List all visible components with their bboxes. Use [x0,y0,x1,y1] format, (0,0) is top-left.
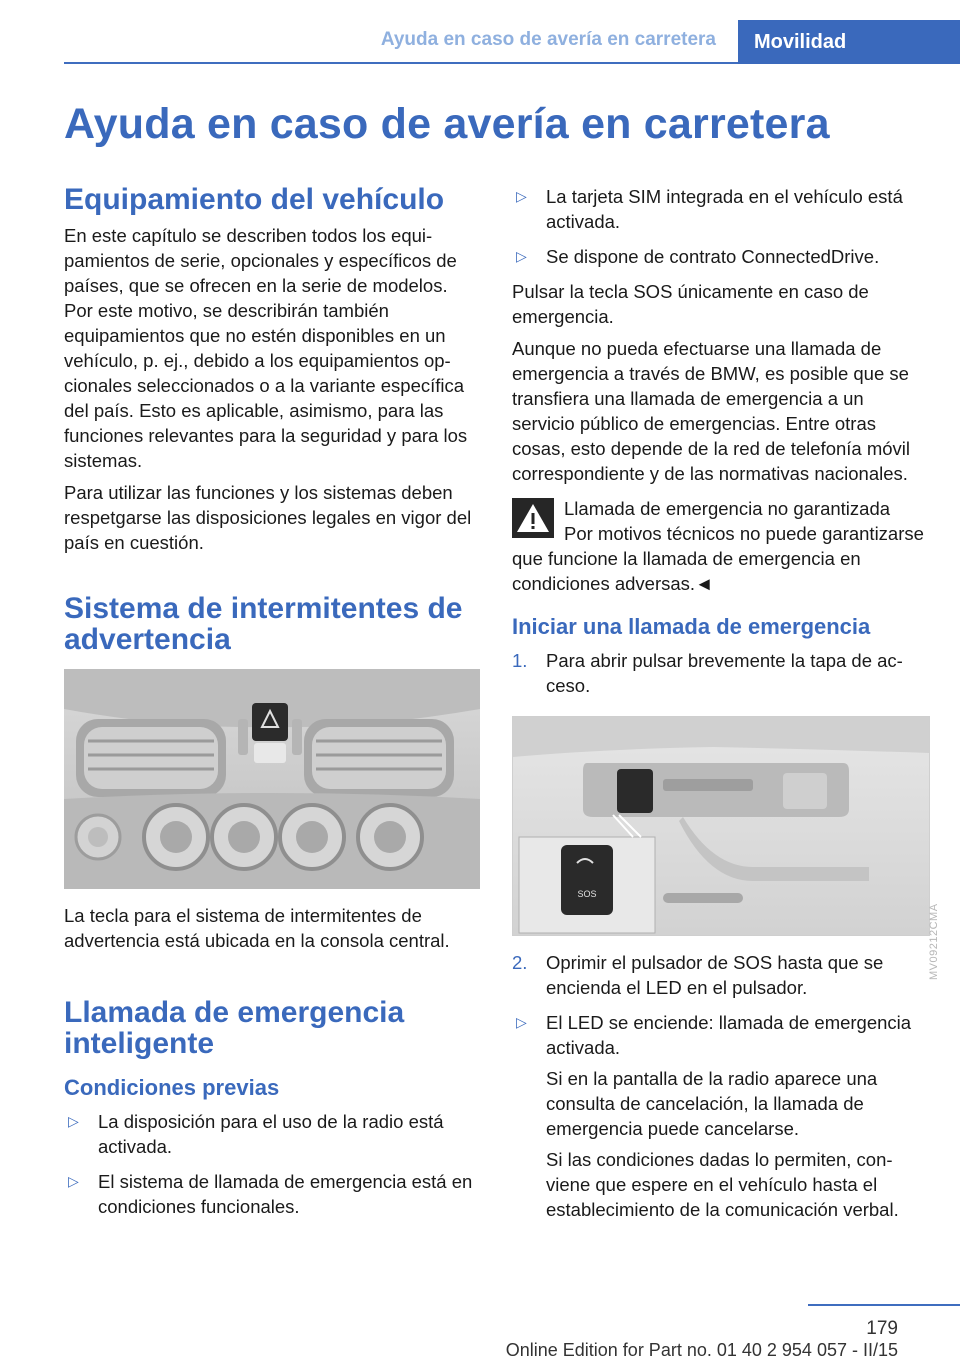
prerequisite-item [64,1169,480,1219]
warning-title: Llamada de emergencia no garantizada [564,498,891,519]
step-text: Oprimir el pulsador de SOS hasta que se encienda el LED en el pulsador. [546,952,884,998]
bullet-triangle-icon: ▷ [516,188,527,204]
dashboard-vents-illustration [64,669,480,889]
cancel-paragraph: Si en la pantalla de la radio aparece una consulta de cancelación, la llamada de emergencia puede cancelarse. [546,1068,878,1139]
equipment-paragraph-1: En este capítulo se describen todos los equipamientos de serie, opcionales y específicos de países, que se ofrecen en la serie de modelos. Por este motivo, se describirán también equipamientos que no estén disponibles en un vehículo, p. ej., debido a los equipamientos opcionales seleccionados o a la variante específica del país. Esto es aplicable, asimismo, para las funciones relevantes para la seguridad y para los sistemas. [64,225,468,471]
prerequisite-text: Se dispone de contrato ConnectedDrive. [546,246,880,267]
step-item [512,648,930,698]
bullet-triangle-icon: ▷ [68,1113,79,1129]
sos-button-figure [512,716,930,936]
left-column [64,184,480,1219]
warning-text: Por motivos técnicos no puede garantizarse que funcione la llamada de emergencia en condiciones adversas.◄ [512,523,924,594]
left-air-vent [76,719,226,797]
prerequisite-text: La tarjeta SIM integrada en el vehículo está activada. [546,186,903,232]
hazard-switch-figure [64,669,480,889]
prerequisites-heading: Condiciones previas [64,1075,280,1100]
sos-button-inset [519,837,655,933]
bullet-triangle-icon: ▷ [516,1014,527,1030]
step-number: 2. [512,952,528,973]
right-column [512,184,930,1222]
figure-code-watermark: MV09212CMA [928,903,940,980]
bullet-triangle-icon: ▷ [68,1173,79,1189]
prerequisite-item [512,184,930,234]
led-item-text: El LED se enciende: llamada de emergencia activada. [546,1012,912,1058]
header-section-title: Ayuda en caso de avería en carretera [380,29,716,50]
prerequisite-item [64,1109,480,1159]
bullet-triangle-icon: ▷ [516,248,527,264]
footer-rule [808,1304,960,1306]
equipment-paragraph-2: Para utilizar las funciones y los sistemas deben respetgarse las disposiciones legales en vigor del país en cuestión. [64,482,472,553]
hazard-caption: La tecla para el sistema de intermitentes de advertencia está ubicada en la consola central. [64,905,450,951]
equipment-heading: Equipamiento del vehículo [64,183,445,216]
step-item [512,950,930,1000]
wait-paragraph: Si las condiciones dadas lo permiten, conviene que espere en el vehículo hasta el establecimiento de la comunicación verbal. [546,1149,899,1220]
emergency-call-heading: Llamada de emergencia inteligente [64,996,405,1060]
page-number: 179 [866,1318,898,1339]
overhead-console-illustration [513,717,929,935]
page-title: Ayuda en caso de avería en carretera [64,100,830,148]
led-item [512,1010,930,1060]
prerequisite-text: El sistema de llamada de emergencia está en condiciones funcionales. [98,1171,473,1217]
right-air-vent [304,719,454,797]
header-chapter-tab: Movilidad [738,20,960,64]
step-number: 1. [512,650,528,671]
prerequisite-item [512,244,930,269]
online-edition: Online Edition for Part no. 01 40 2 954 057 - II/15 [505,1340,898,1360]
prerequisite-text: La disposición para el uso de la radio está activada. [98,1111,444,1157]
public-service-paragraph: Aunque no pueda efectuarse una llamada de emergencia a través de BMW, es posible que se transfiera una llamada de emergencia a un servicio público de emergencias. Entre otras cosas, esto depende de la red de telefonía móvil correspondiente y de las normativas nacionales. [512,338,911,484]
step-text: Para abrir pulsar brevemente la tapa de acceso. [546,650,903,696]
hazard-heading: Sistema de intermitentes de advertencia [64,592,463,656]
warning-notice [512,496,930,521]
sos-label: SOS [577,889,597,899]
start-emergency-heading: Iniciar una llamada de emergencia [512,614,871,639]
sos-usage-paragraph: Pulsar la tecla SOS únicamente en caso de emergencia. [512,281,869,327]
warning-icon [512,498,554,538]
